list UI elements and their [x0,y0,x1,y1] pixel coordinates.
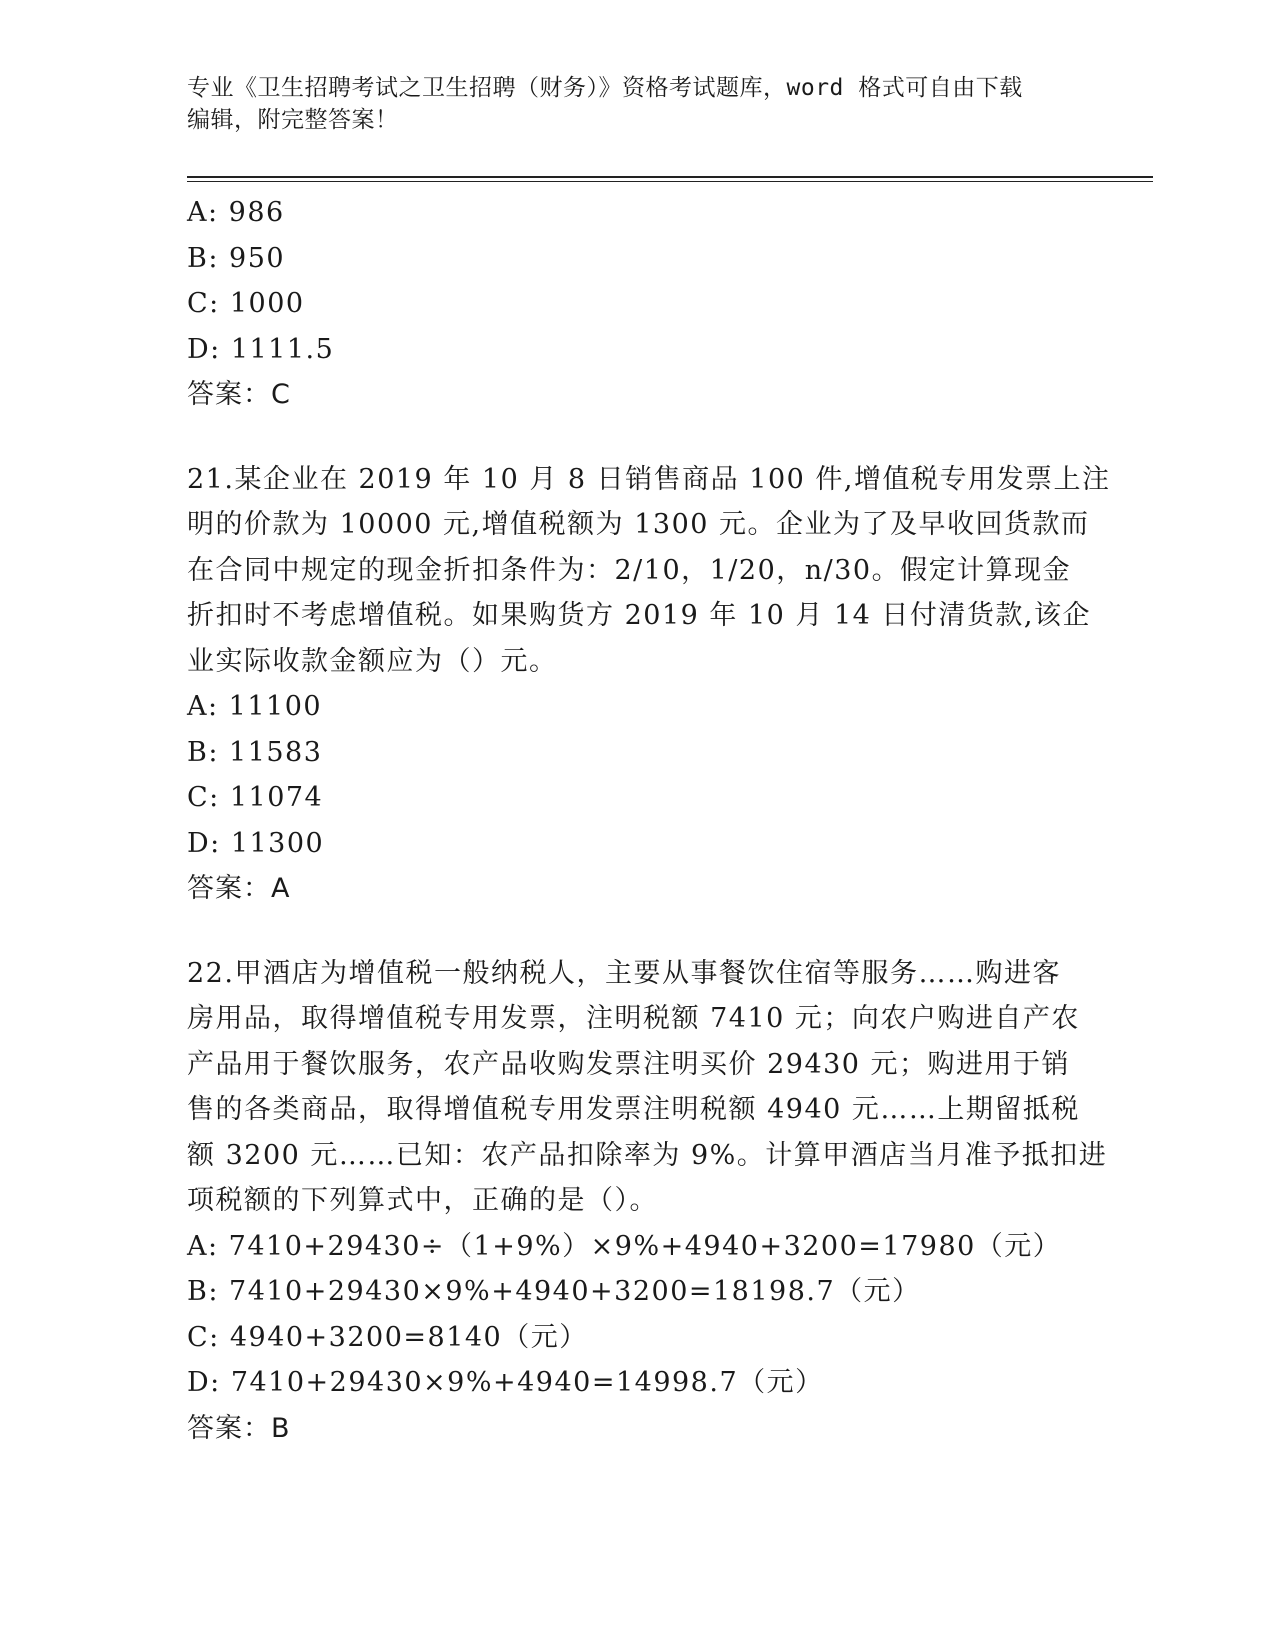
question-stem-line: 售的各类商品，取得增值税专用发票注明税额 4940 元……上期留抵税 [187,1094,1080,1125]
header-line: 编辑，附完整答案！ [187,107,399,133]
option-d: D: 7410+29430×9%+4940=14998.7（元） [187,1367,824,1398]
answer-label: 答案：B [187,1412,291,1444]
question-stem-line: 折扣时不考虑增值税。如果购货方 2019 年 10 月 14 日付清货款,该企 [187,600,1092,631]
header-divider-thin [187,181,1153,182]
question-block [187,190,1087,418]
question-stem-line: 房用品，取得增值税专用发票，注明税额 7410 元；向农户购进自产农 [187,1003,1080,1034]
question-spacer [187,418,1087,457]
question-stem-line: 在合同中规定的现金折扣条件为：2/10，1/20，n/30。假定计算现金 [187,554,1072,586]
option-a: A: 7410+29430÷（1+9%）×9%+4940+3200=17980（元） [187,1230,1062,1262]
option-c: C: 1000 [187,288,305,319]
question-stem-line: 项税额的下列算式中，正确的是（）。 [187,1185,658,1216]
answer-label: 答案：C [187,379,291,410]
option-c: C: 4940+3200=8140（元） [187,1321,588,1353]
question-list [187,190,1111,1451]
question-stem-line: 产品用于餐饮服务，农产品收购发票注明买价 29430 元；购进用于销 [187,1048,1071,1080]
option-c: C: 11074 [187,782,324,813]
page-header [187,72,1087,136]
question-stem-line: 业实际收款金额应为（）元。 [187,645,558,677]
header-line: 专业《卫生招聘考试之卫生招聘（财务）》资格考试题库，word 格式可自由下载 [187,75,1023,101]
question-block [187,457,1111,912]
question-stem-line: 明的价款为 10000 元,增值税额为 1300 元。企业为了及早收回货款而 [187,509,1090,540]
option-b: B: 7410+29430×9%+4940+3200=18198.7（元） [187,1276,921,1307]
question-stem-line: 22.甲酒店为增值税一般纳税人，主要从事餐饮住宿等服务……购进客 [187,957,1061,989]
header-divider [187,176,1153,178]
option-b: B: 950 [187,242,286,274]
question-block [187,951,1108,1452]
question-stem-line: 21.某企业在 2019 年 10 月 8 日销售商品 100 件,增值税专用发票上注 [187,463,1111,495]
option-d: D: 1111.5 [187,333,335,365]
answer-label: 答案：A [187,873,291,904]
option-d: D: 11300 [187,827,325,859]
option-b: B: 11583 [187,736,323,768]
option-a: A: 986 [187,197,285,228]
question-spacer [187,912,1087,951]
question-stem-line: 额 3200 元……已知：农产品扣除率为 9%。计算甲酒店当月准予抵扣进 [187,1139,1108,1171]
option-a: A: 11100 [187,691,323,722]
